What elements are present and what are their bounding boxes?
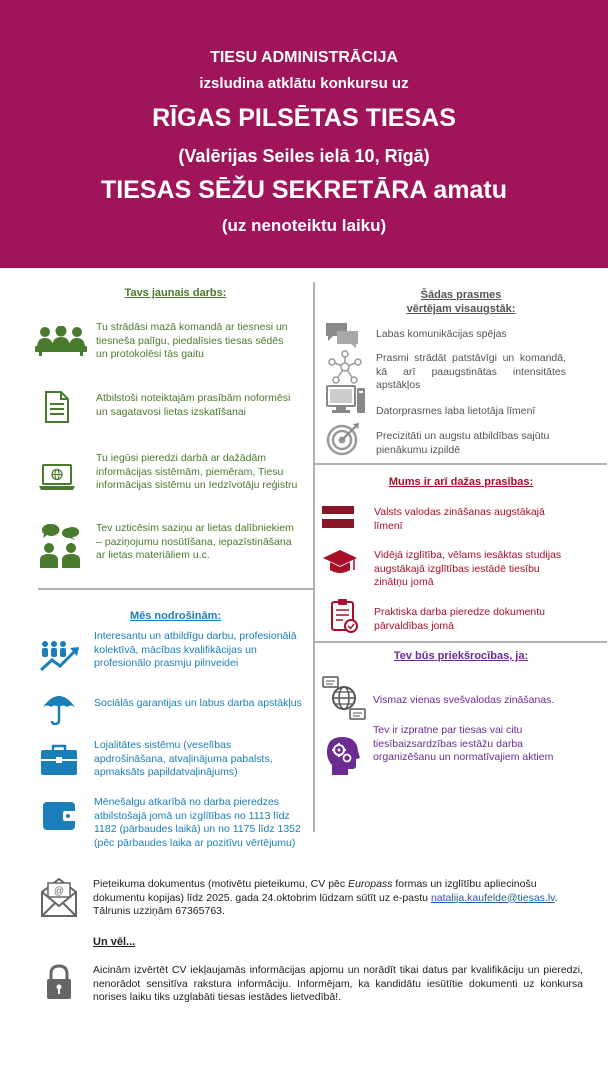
position-title: TIESAS SĒŽU SEKRETĀRA amatu (100, 176, 508, 204)
laptop-icon (38, 463, 76, 491)
offer-item-3: Lojalitātes sistēmu (veselības apdrošināšana, atvaļinājuma pabalsts, apmaksāts papildatvaļinājums) (94, 739, 273, 778)
speech-bubbles-icon (325, 322, 359, 348)
requirement-item-1: Valsts valodas zināšanas augstākajā līmenī (374, 506, 545, 532)
advantages-section-title: Tev būs priekšrocības, ja: (393, 650, 529, 662)
requirement-item-3: Praktiska darba pieredze dokumentu pārvaldības jomā (374, 606, 546, 632)
apply-text (93, 878, 583, 919)
umbrella-icon (42, 691, 76, 725)
skills-section-title (315, 288, 607, 316)
document-icon (44, 391, 70, 423)
lock-icon (45, 964, 73, 1000)
skill-item-1: Labas komunikācijas spējas (376, 328, 507, 340)
court-address: (Valērijas Seiles ielā 10, Rīgā) (178, 146, 430, 166)
clipboard-icon (330, 598, 358, 634)
chat-people-icon (38, 524, 82, 568)
skills-title-line2: vērtējam visaugstāk: (406, 303, 516, 315)
more-text: Aicinām izvērtēt CV iekļaujamās informācijas apjomu un norādīt tikai datus par kvalifikāciju un pieredzi, nenorādot sensitīva rakstura informāciju. Informējam, ka kandidātu iesūtītie dokumenti uz konkursa norises laiku tiks uzglabāti tiesas iestādes lietvedībā!. (93, 964, 583, 1003)
apply-text-a: Pieteikuma dokumentus (motivētu pieteikumu, CV pēc (93, 878, 349, 890)
job-item-1: Tu strādāsi mazā komandā ar tiesnesi un tiesneša palīgu, piedalīsies tiesas sēdēs un protokolēsi tās gaitu (96, 321, 288, 360)
apply-email-link[interactable]: natalija.kaufelde@tiesas.lv (430, 891, 555, 904)
requirements-section-title: Mums ir arī dažas prasības: (388, 476, 534, 488)
header-banner (0, 0, 608, 268)
apply-text-em: Europass (348, 878, 393, 890)
offer-item-1: Interesantu un atbildīgu darbu, profesionālā kolektīvā, mācības kvalifikācijas un profesionālo prasmju pilnveidei (94, 630, 297, 669)
envelope-icon (40, 878, 78, 918)
flag-icon (322, 506, 354, 528)
computer-icon (326, 385, 366, 415)
briefcase-icon (40, 744, 78, 776)
skill-item-3: Datorprasmes laba lietotāja līmenī (376, 405, 536, 417)
apply-text-b: formas un izglītību apliecinošu dokumentu kopijas) līdz 2025. gada 24.oktobrim lūdzam sūtīt uz e-pastu (93, 878, 537, 904)
column-divider (313, 282, 315, 832)
requirement-item-2: Vidējā izglītība, vēlams iesāktas studijas augstākajā izglītības iestādē tiesību zinātņu jomā (374, 549, 562, 588)
growth-icon (40, 640, 80, 672)
job-section-title: Tavs jaunais darbs: (124, 287, 227, 299)
divider-left (38, 588, 313, 590)
job-item-2: Atbilstoši noteiktajām prasībām noformēsi un sagatavosi lietas izskatīšanai (96, 392, 291, 418)
skill-item-4: Precizitāti un augstu atbildības sajūtu pienākumu izpildē (376, 430, 550, 456)
divider-right-2 (315, 641, 607, 643)
more-section-title: Un vēl... (93, 936, 136, 948)
job-item-4: Tev uzticēsim saziņu ar lietas dalībniekiem – paziņojumu nosūtīšana, iepazīstināšana ar lietas materiāliem u.c. (96, 522, 294, 561)
language-globe-icon (322, 676, 366, 720)
target-icon (326, 422, 360, 456)
job-item-3: Tu iegūsi pieredzi darbā ar dažādām informācijas sistēmām, piemēram, Tiesu informācijas sistēmu un Iedzīvotāju reģistru (96, 452, 298, 491)
head-gears-icon (326, 736, 360, 776)
team-icon (35, 326, 87, 356)
offer-item-2: Sociālās garantijas un labus darba apstākļus (94, 697, 302, 709)
announce-text: izsludina atklātu konkursu uz (199, 75, 409, 92)
apply-phone-text: . Tālrunis uzziņām 67365763. (93, 891, 558, 917)
position-term: (uz nenoteiktu laiku) (221, 216, 387, 235)
svg-text:@: @ (53, 886, 65, 897)
court-name: RĪGAS PILSĒTAS TIESAS (152, 104, 456, 132)
divider-right-1 (315, 463, 607, 465)
network-icon (328, 350, 362, 384)
org-name: TIESU ADMINISTRĀCIJA (210, 49, 398, 66)
skill-item-2: Prasmi strādāt patstāvīgi un komandā, kā arī paaugstinātas intensitātes apstākļos (376, 352, 566, 391)
wallet-icon (42, 801, 76, 831)
offer-item-4: Mēnešalgu atkarībā no darba pieredzes atbilstošajā jomā un izglītības no 1113 līdz 1182 (pārbaudes laikā) un no 1175 līdz 1352 (pēc pārbaudes laika ar pozitīvu vērtējumu) (94, 796, 301, 849)
graduation-cap-icon (322, 548, 358, 576)
advantage-item-1: Vismaz vienas svešvalodas zināšanas. (373, 694, 555, 706)
advantage-item-2: Tev ir izpratne par tiesas vai citu tiesībaizsardzības iestāžu darba organizēšanu un normatīvajiem aktiem (373, 724, 554, 763)
offer-section-title: Mēs nodrošinām: (129, 610, 222, 622)
skills-title-line1: Šādas prasmes (420, 289, 502, 301)
